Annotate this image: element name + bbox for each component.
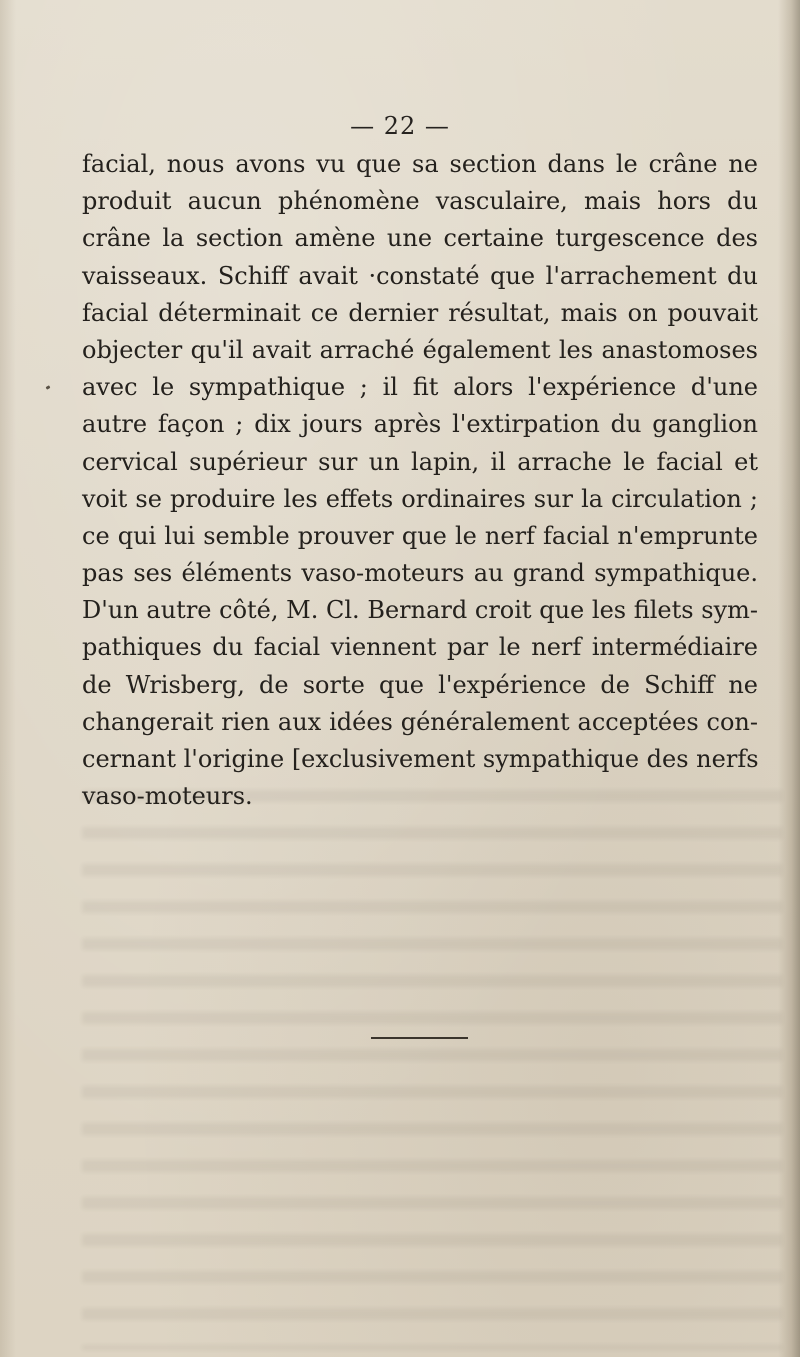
text-line: pas ses éléments vaso-moteurs au grand sympathique. — [82, 559, 758, 588]
text-line: avec le sympathique ; il fit alors l'expérience d'une — [82, 373, 758, 402]
page-number: — 22 — — [350, 112, 450, 140]
text-line: cernant l'origine [exclusivement sympathique des nerfs — [82, 745, 759, 773]
text-line: changerait rien aux idées généralement acceptées con- — [82, 707, 758, 736]
section-end-rule — [371, 1037, 468, 1039]
text-line: crâne la section amène une certaine turgescence des — [82, 224, 758, 253]
ink-speck — [46, 385, 51, 390]
text-line: ce qui lui semble prouver que le nerf facial n'emprunte — [82, 521, 758, 550]
text-line: objecter qu'il avait arraché également les anastomoses — [82, 335, 758, 364]
page-left-shadow — [0, 0, 16, 1357]
show-through-text — [82, 790, 782, 1350]
text-line: produit aucun phénomène vasculaire, mais hors du — [82, 187, 758, 216]
text-line-last: vaso-moteurs. — [82, 782, 253, 811]
text-line: voit se produire les effets ordinaires sur la circulation ; — [82, 484, 758, 513]
text-line: D'un autre côté, M. Cl. Bernard croit que les filets sym- — [82, 596, 758, 625]
text-line: facial déterminait ce dernier résultat, mais on pouvait — [82, 298, 758, 327]
text-line: pathiques du facial viennent par le nerf intermédiaire — [82, 633, 758, 662]
text-line: autre façon ; dix jours après l'extirpation du ganglion — [82, 410, 758, 439]
text-line: de Wrisberg, de sorte que l'expérience de Schiff ne — [82, 670, 758, 699]
text-line: facial, nous avons vu que sa section dans le crâne ne — [82, 150, 758, 178]
text-line: cervical supérieur sur un lapin, il arrache le facial et — [82, 447, 758, 476]
body-paragraph — [82, 146, 758, 815]
text-line: vaisseaux. Schiff avait ·constaté que l'arrachement du — [82, 261, 758, 290]
